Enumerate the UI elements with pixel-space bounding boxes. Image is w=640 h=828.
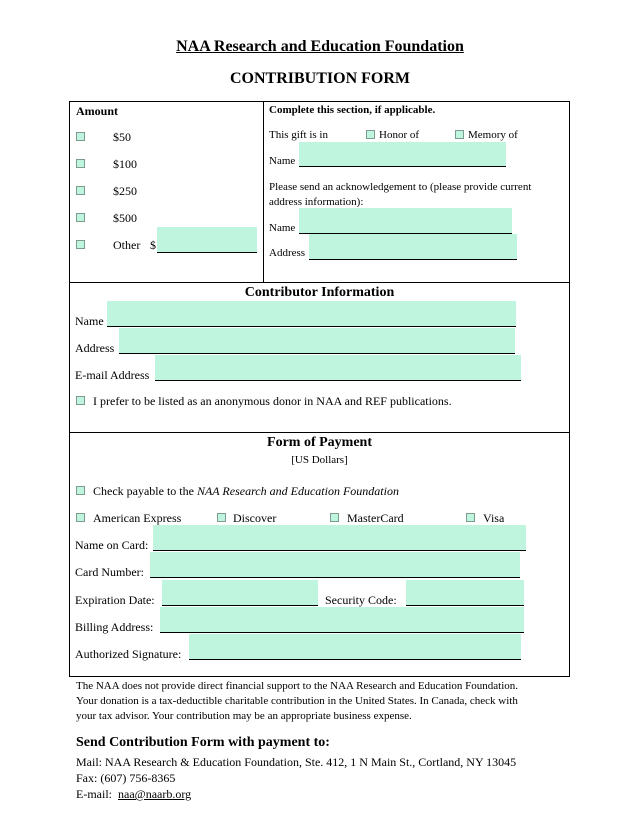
discover-label: Discover <box>233 511 277 525</box>
name-on-card-label: Name on Card: <box>75 538 149 552</box>
gift-label: This gift is in <box>269 129 328 141</box>
american-express-label: American Express <box>93 511 182 525</box>
memory-of-checkbox[interactable] <box>455 130 464 139</box>
contributor-address-label: Address <box>75 341 115 355</box>
disclaimer-line-2: Your donation is a tax-deductible charitable contribution in the United States. In Canada, check with <box>76 695 518 707</box>
contributor-name-label: Name <box>75 314 104 328</box>
honor-of-checkbox[interactable] <box>366 130 375 139</box>
contributor-email-label: E-mail Address <box>75 368 150 382</box>
mail-address: Mail: NAA Research & Education Foundation, Ste. 412, 1 N Main St., Cortland, NY 13045 <box>76 755 517 769</box>
anonymous-donor-checkbox[interactable] <box>76 396 85 405</box>
acknowledgement-name-input[interactable] <box>299 208 512 234</box>
authorized-signature-input[interactable] <box>189 634 521 660</box>
acknowledgement-text-line2: address information): <box>269 196 364 208</box>
visa-label: Visa <box>483 511 505 525</box>
honor-of-label: Honor of <box>379 129 420 141</box>
section-divider-payment <box>69 432 570 433</box>
honoree-name-label: Name <box>269 155 296 167</box>
acknowledgement-address-input[interactable] <box>309 234 517 260</box>
send-to-heading: Send Contribution Form with payment to: <box>76 735 330 750</box>
acknowledgement-text-line1: Please send an acknowledgement to (please provide current <box>269 181 532 193</box>
honoree-name-input[interactable] <box>299 142 506 167</box>
amount-other-input[interactable] <box>157 227 257 253</box>
expiration-date-label: Expiration Date: <box>75 593 155 607</box>
check-payment-label-prefix: Check payable to the <box>93 484 197 498</box>
contributor-email-input[interactable] <box>155 355 521 381</box>
disclaimer-line-1: The NAA does not provide direct financial support to the NAA Research and Education Foundation. <box>76 680 519 692</box>
amount-100-checkbox[interactable] <box>76 159 85 168</box>
amount-100-label: $100 <box>113 157 137 171</box>
check-payment-payee: NAA Research and Education Foundation <box>196 484 399 498</box>
check-payment-label <box>93 484 399 499</box>
discover-checkbox[interactable] <box>217 513 226 522</box>
amount-250-label: $250 <box>113 184 137 198</box>
form-title: CONTRIBUTION FORM <box>229 70 410 87</box>
contributor-heading: Contributor Information <box>244 285 395 300</box>
section-divider-contributor <box>69 282 570 283</box>
amount-50-checkbox[interactable] <box>76 132 85 141</box>
contributor-name-input[interactable] <box>107 301 516 327</box>
security-code-input[interactable] <box>406 580 524 606</box>
amount-250-checkbox[interactable] <box>76 186 85 195</box>
name-on-card-input[interactable] <box>153 525 526 551</box>
amount-heading: Amount <box>76 104 119 118</box>
authorized-signature-label: Authorized Signature: <box>75 647 182 661</box>
fax-number: Fax: (607) 756-8365 <box>76 771 176 785</box>
american-express-checkbox[interactable] <box>76 513 85 522</box>
amount-500-label: $500 <box>113 211 137 225</box>
amount-50-label: $50 <box>113 130 131 144</box>
disclaimer-line-3: your tax advisor. Your contribution may be an appropriate business expense. <box>76 710 412 722</box>
email-link[interactable]: naa@naarb.org <box>118 787 192 801</box>
billing-address-label: Billing Address: <box>75 620 154 634</box>
check-payment-checkbox[interactable] <box>76 486 85 495</box>
mastercard-label: MasterCard <box>347 511 404 525</box>
applicable-heading: Complete this section, if applicable. <box>269 104 436 116</box>
payment-heading: Form of Payment <box>267 435 372 450</box>
currency-note: [US Dollars] <box>291 454 348 466</box>
organization-title: NAA Research and Education Foundation <box>176 38 464 55</box>
visa-checkbox[interactable] <box>466 513 475 522</box>
amount-500-checkbox[interactable] <box>76 213 85 222</box>
security-code-label: Security Code: <box>325 593 397 607</box>
email-contact <box>76 787 191 802</box>
section-divider-vertical <box>263 101 264 283</box>
email-contact-label: E-mail: <box>76 787 118 801</box>
anonymous-donor-label: I prefer to be listed as an anonymous donor in NAA and REF publications. <box>93 394 452 408</box>
billing-address-input[interactable] <box>160 607 524 633</box>
contributor-address-input[interactable] <box>119 328 515 354</box>
amount-other-checkbox[interactable] <box>76 240 85 249</box>
expiration-date-input[interactable] <box>162 580 318 606</box>
amount-other-currency: $ <box>150 238 156 252</box>
card-number-input[interactable] <box>150 552 520 578</box>
acknowledgement-name-label: Name <box>269 222 296 234</box>
acknowledgement-address-label: Address <box>269 247 306 259</box>
amount-other-label: Other <box>113 238 141 252</box>
card-number-label: Card Number: <box>75 565 144 579</box>
mastercard-checkbox[interactable] <box>330 513 339 522</box>
memory-of-label: Memory of <box>468 129 518 141</box>
